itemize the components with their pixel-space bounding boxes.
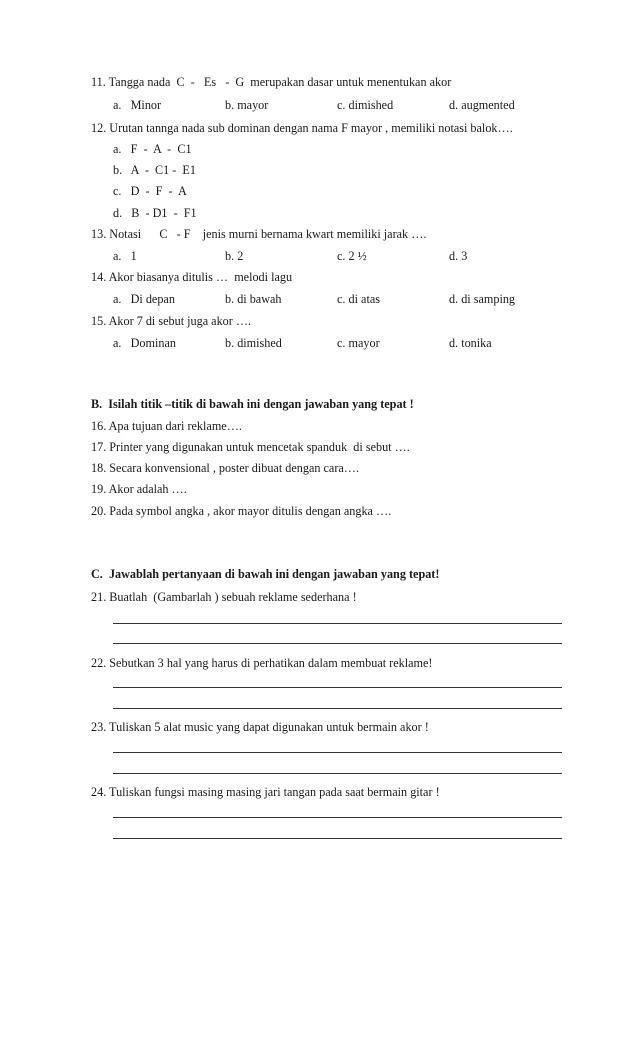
option-a: a. Di depan xyxy=(113,292,175,306)
option-b: b. mayor xyxy=(225,98,269,112)
answer-line xyxy=(113,623,562,624)
option-a: a. Minor xyxy=(113,98,162,112)
option-a: a. F - A - C1 xyxy=(113,142,192,156)
option-c: c. mayor xyxy=(337,336,380,350)
option-c: c. D - F - A xyxy=(113,184,187,198)
question-22: 22. Sebutkan 3 hal yang harus di perhatikan dalam membuat reklame! xyxy=(91,656,433,670)
option-a: a. Dominan xyxy=(113,336,176,350)
option-c: c. 2 ½ xyxy=(337,249,367,263)
question-14-options xyxy=(0,292,638,306)
question-11: 11. Tangga nada C - Es - G merupakan dasar untuk menentukan akor xyxy=(91,75,452,89)
option-c: c. dimished xyxy=(337,98,394,112)
question-16: 16. Apa tujuan dari reklame…. xyxy=(91,419,242,433)
question-13: 13. Notasi C - F jenis murni bernama kwart memiliki jarak …. xyxy=(91,227,427,241)
question-11-options xyxy=(0,98,638,112)
question-13-options xyxy=(0,249,638,263)
answer-line xyxy=(113,838,562,839)
question-23: 23. Tuliskan 5 alat music yang dapat digunakan untuk bermain akor ! xyxy=(91,720,429,734)
question-24: 24. Tuliskan fungsi masing masing jari tangan pada saat bermain gitar ! xyxy=(91,785,440,799)
question-14: 14. Akor biasanya ditulis … melodi lagu xyxy=(91,270,293,284)
option-b: b. A - C1 - E1 xyxy=(113,163,196,177)
option-a: a. 1 xyxy=(113,249,137,263)
option-d: d. tonika xyxy=(449,336,492,350)
answer-line xyxy=(113,708,562,709)
question-15: 15. Akor 7 di sebut juga akor …. xyxy=(91,314,252,328)
option-b: b. dimished xyxy=(225,336,282,350)
option-d: d. di samping xyxy=(449,292,516,306)
answer-line xyxy=(113,643,562,644)
question-20: 20. Pada symbol angka , akor mayor ditulis dengan angka …. xyxy=(91,504,392,518)
question-19: 19. Akor adalah …. xyxy=(91,482,187,496)
answer-line xyxy=(113,773,562,774)
option-d: d. 3 xyxy=(449,249,468,263)
option-c: c. di atas xyxy=(337,292,380,306)
answer-line xyxy=(113,817,562,818)
option-b: b. di bawah xyxy=(225,292,282,306)
question-18: 18. Secara konvensional , poster dibuat dengan cara…. xyxy=(91,461,360,475)
answer-line xyxy=(113,687,562,688)
section-b-heading: B. Isilah titik –titik di bawah ini dengan jawaban yang tepat ! xyxy=(91,397,414,411)
question-12: 12. Urutan tannga nada sub dominan dengan nama F mayor , memiliki notasi balok…. xyxy=(91,121,513,135)
question-17: 17. Printer yang digunakan untuk mencetak spanduk di sebut …. xyxy=(91,440,410,454)
question-15-options xyxy=(0,336,638,350)
question-21: 21. Buatlah (Gambarlah ) sebuah reklame sederhana ! xyxy=(91,590,357,604)
answer-line xyxy=(113,752,562,753)
option-b: b. 2 xyxy=(225,249,244,263)
option-d: d. B - D1 - F1 xyxy=(113,206,197,220)
option-d: d. augmented xyxy=(449,98,515,112)
section-c-heading: C. Jawablah pertanyaan di bawah ini dengan jawaban yang tepat! xyxy=(91,567,440,581)
